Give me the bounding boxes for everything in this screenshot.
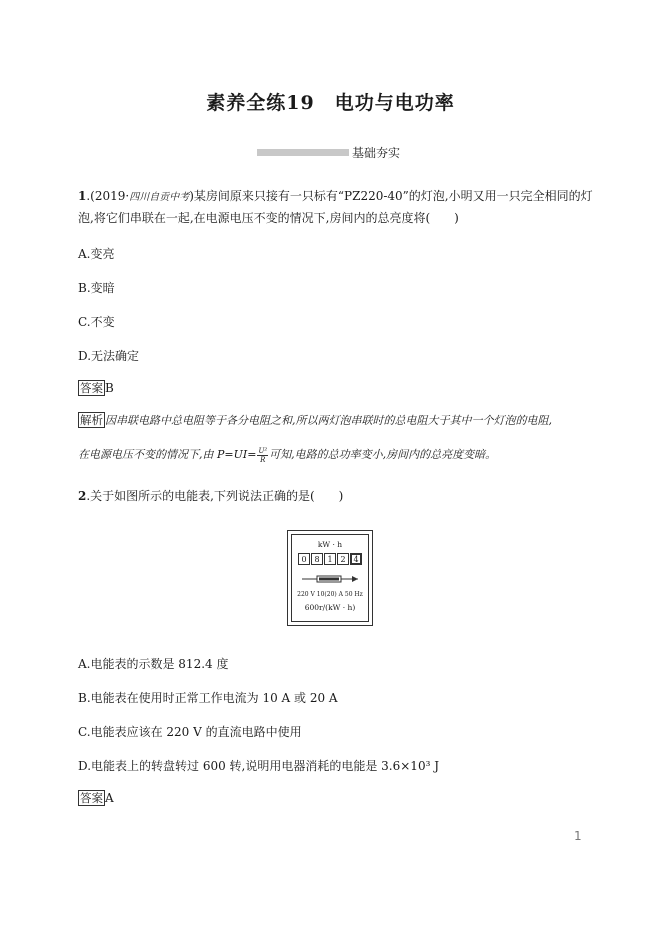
section-label: 基础夯实: [352, 146, 401, 160]
meter-digit: 0: [298, 553, 310, 565]
meter-digit-row: [298, 553, 363, 565]
meter-digit: 1: [324, 553, 336, 565]
question-2-option-d: D.电能表上的转盘转过 600 转,说明用电器消耗的电能是 3.6×10³ J: [78, 759, 440, 773]
page-number: 1: [574, 829, 582, 843]
question-1-line-2: 泡,将它们串联在一起,在电源电压不变的情况下,房间内的总亮度将( ): [78, 211, 459, 225]
question-2-option-b: B.电能表在使用时正常工作电流为 10 A 或 20 A: [78, 691, 338, 705]
fraction-numerator: U²: [258, 446, 268, 455]
question-2-answer: [78, 790, 114, 806]
answer-value: A: [105, 791, 114, 805]
question-1-answer: [78, 380, 114, 396]
question-2-text: .关于如图所示的电能表,下列说法正确的是( ): [86, 489, 344, 503]
meter-rate-label: 600r/(kW · h): [304, 603, 356, 612]
answer-tag: 答案: [80, 381, 103, 395]
question-1-year: 2019·: [94, 189, 130, 203]
question-1-number: 1: [78, 189, 87, 203]
question-2-line-1: [78, 481, 343, 511]
analysis-text-2b: 可知,电路的总功率变小,房间内的总亮度变暗。: [269, 448, 497, 461]
power-formula-fraction: [257, 447, 268, 464]
answer-value: B: [105, 381, 114, 395]
question-2-number: 2: [78, 489, 87, 503]
question-1-analysis-line-1: [78, 406, 552, 436]
answer-tag: 答案: [80, 791, 103, 805]
meter-digit: 8: [311, 553, 323, 565]
meter-digit-decimal: 4: [350, 553, 362, 565]
analysis-text-2a: 在电源电压不变的情况下,由 P=UI=: [78, 448, 257, 461]
question-1-option-a: A.变亮: [78, 247, 115, 261]
page-title: 素养全练19 电功与电功率: [206, 92, 455, 114]
question-1-option-b: B.变暗: [78, 281, 115, 295]
question-1-option-d: D.无法确定: [78, 349, 140, 363]
meter-digit: 2: [337, 553, 349, 565]
question-2-option-a: A.电能表的示数是 812.4 度: [78, 657, 229, 671]
analysis-tag: 解析: [80, 413, 103, 427]
meter-unit-label: kW · h: [317, 540, 343, 549]
analysis-text-1: 因串联电路中总电阻等于各分电阻之和,所以两灯泡串联时的总电阻大于其中一个灯泡的电阻,: [105, 414, 552, 427]
section-bar: [257, 149, 349, 156]
question-1-text-1: )某房间原来只接有一只标有“PZ220-40”的灯泡,小明又用一只完全相同的灯: [189, 189, 593, 203]
question-1-prefix: .(: [86, 189, 95, 203]
meter-disc-arrow-icon: [300, 573, 362, 585]
question-1-source: 四川自贡中考: [129, 192, 190, 203]
question-1-analysis-line-2: [78, 440, 496, 470]
fraction-denominator: R: [260, 455, 266, 464]
question-2-option-c: C.电能表应该在 220 V 的直流电路中使用: [78, 725, 302, 739]
meter-spec-label: 220 V 10(20) A 50 Hz: [297, 591, 363, 598]
question-1-option-c: C.不变: [78, 315, 115, 329]
